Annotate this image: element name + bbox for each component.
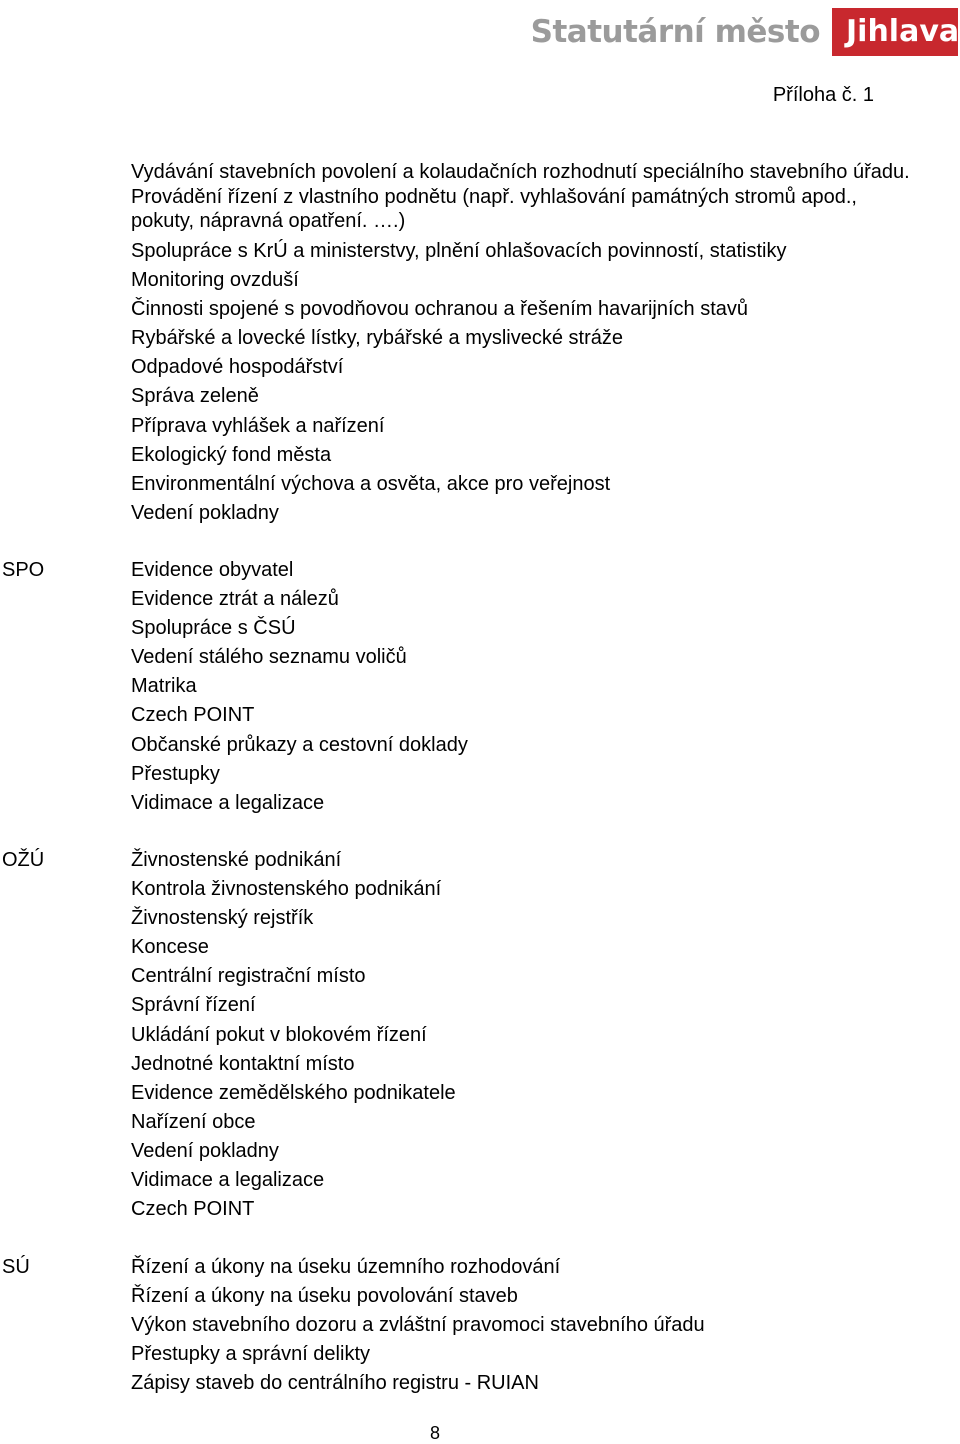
intro-line: Vydávání stavebních povolení a kolaudačních rozhodnutí speciálního stavebního úřadu. xyxy=(131,161,910,183)
list-item: Přestupky a správní delikty xyxy=(131,1343,370,1366)
intro-line: Provádění řízení z vlastního podnětu (např. vyhlašování památných stromů apod., xyxy=(131,185,857,208)
list-item: Evidence obyvatel xyxy=(131,559,294,581)
list-item: Vidimace a legalizace xyxy=(131,791,325,814)
section-list-su xyxy=(131,1253,705,1398)
list-item: Živnostenské podnikání xyxy=(131,849,342,871)
list-item: Matrika xyxy=(131,675,197,698)
intro-line: pokuty, nápravná opatření. ….) xyxy=(131,210,406,232)
list-item: Rybářské a lovecké lístky, rybářské a myslivecké stráže xyxy=(131,327,624,350)
list-item: Ekologický fond města xyxy=(131,443,332,466)
attachment-label: Příloha č. 1 xyxy=(772,84,874,106)
list-item: Příprava vyhlášek a nařízení xyxy=(131,414,385,437)
section-code-su: SÚ xyxy=(2,1256,30,1278)
list-item: Kontrola živnostenského podnikání xyxy=(131,878,442,901)
list-item: Vedení pokladny xyxy=(131,501,279,524)
list-item: Přestupky xyxy=(131,762,220,785)
list-item: Environmentální výchova a osvěta, akce pro veřejnost xyxy=(131,472,611,495)
list-item: Koncese xyxy=(131,936,209,959)
list-item: Jednotné kontaktní místo xyxy=(131,1052,355,1075)
section-list-ozu xyxy=(131,846,456,1224)
list-item: Spolupráce s KrÚ a ministerstvy, plnění ohlašovacích povinností, statistiky xyxy=(131,240,787,262)
list-item: Vedení pokladny xyxy=(131,1139,279,1162)
list-item: Zápisy staveb do centrálního registru - RUIAN xyxy=(131,1372,539,1395)
city-logo xyxy=(531,8,958,56)
list-item: Řízení a úkony na úseku povolování staveb xyxy=(131,1285,518,1308)
section-code-spo: SPO xyxy=(2,559,45,581)
list-item: Spolupráce s ČSÚ xyxy=(131,617,296,640)
list-item: Správa zeleně xyxy=(131,385,259,408)
list-item: Centrální registrační místo xyxy=(131,965,366,988)
section-list-spo xyxy=(131,556,468,818)
top-items-list xyxy=(131,237,786,528)
list-item: Czech POINT xyxy=(131,1198,255,1221)
list-item: Výkon stavebního dozoru a zvláštní pravomoci stavebního úřadu xyxy=(131,1314,705,1337)
list-item: Nařízení obce xyxy=(131,1110,256,1133)
list-item: Odpadové hospodářství xyxy=(131,356,344,379)
list-item: Czech POINT xyxy=(131,704,255,727)
list-item: Evidence zemědělského podnikatele xyxy=(131,1081,456,1104)
list-item: Monitoring ovzduší xyxy=(131,269,299,292)
list-item: Vidimace a legalizace xyxy=(131,1169,325,1192)
list-item: Ukládání pokut v blokovém řízení xyxy=(131,1023,427,1046)
page-number: 8 xyxy=(429,1423,440,1443)
list-item: Činnosti spojené s povodňovou ochranou a řešením havarijních stavů xyxy=(131,298,749,321)
list-item: Správní řízení xyxy=(131,994,256,1017)
list-item: Řízení a úkony na úseku územního rozhodování xyxy=(131,1256,561,1278)
list-item: Občanské průkazy a cestovní doklady xyxy=(131,733,468,756)
logo-box-jihlava: Jihlava xyxy=(832,8,958,56)
list-item: Živnostenský rejstřík xyxy=(131,907,314,930)
section-code-ozu: OŽÚ xyxy=(2,849,45,871)
list-item: Evidence ztrát a nálezů xyxy=(131,588,339,611)
logo-text-statutarni-mesto: Statutární město xyxy=(530,14,820,50)
list-item: Vedení stálého seznamu voličů xyxy=(131,646,407,669)
intro-paragraph xyxy=(131,160,931,234)
